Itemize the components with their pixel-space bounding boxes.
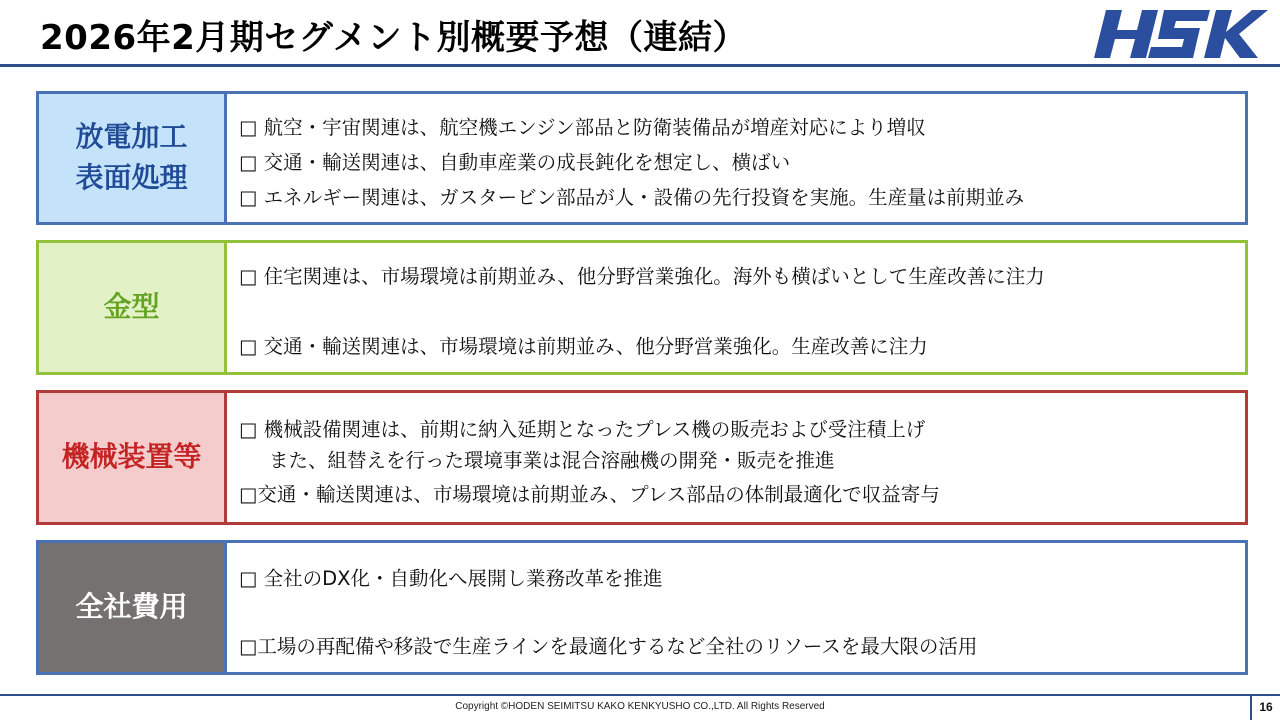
bullet-line: □ 機械設備関連は、前期に納入延期となったプレス機の販売および受注積上げ — [239, 418, 926, 441]
segment-label-line-1: 全社費用 — [75, 590, 188, 624]
segment-label-line-1: 放電加工 — [75, 120, 188, 154]
segment-label — [39, 243, 227, 372]
bullet-line: □交通・輸送関連は、市場環境は前期並み、プレス部品の体制最適化で収益寄与 — [239, 483, 940, 506]
segment-label-line-1: 機械装置等 — [61, 440, 202, 474]
segment-corporate-expenses — [36, 540, 1248, 675]
bullet-line: □ 航空・宇宙関連は、航空機エンジン部品と防衛装備品が増産対応により増収 — [239, 116, 926, 139]
segment-label — [39, 543, 227, 672]
bullet-line: □工場の再配備や移設で生産ラインを最適化するなど全社のリソースを最大限の活用 — [239, 635, 978, 658]
segment-label — [39, 94, 227, 222]
segment-label-line-2: 表面処理 — [75, 161, 188, 194]
bullet-line: □ 交通・輸送関連は、自動車産業の成長鈍化を想定し、横ばい — [239, 151, 791, 174]
segment-edm-surface-treatment — [36, 91, 1248, 225]
bullet-line: □ 住宅関連は、市場環境は前期並み、他分野営業強化。海外も横ばいとして生産改善に注力 — [239, 265, 1045, 288]
segment-machinery — [36, 390, 1248, 525]
company-logo — [1092, 8, 1268, 60]
footer-rule — [0, 694, 1280, 696]
bullet-continuation-line: また、組替えを行った環境事業は混合溶融機の開発・販売を推進 — [269, 449, 835, 472]
segment-body — [227, 543, 1245, 672]
segment-molds — [36, 240, 1248, 375]
copyright-notice: Copyright ©HODEN SEIMITSU KAKO KENKYUSHO CO.,LTD. All Rights Reserved — [455, 701, 825, 712]
bullet-line: □ 全社のDX化・自動化へ展開し業務改革を推進 — [239, 567, 663, 590]
segment-body — [227, 94, 1245, 222]
segment-body — [227, 243, 1245, 372]
segment-body — [227, 393, 1245, 522]
segment-label — [39, 393, 227, 522]
page-number: 16 — [1250, 696, 1280, 720]
segment-label-line-1: 金型 — [103, 290, 160, 324]
bullet-line: □ 交通・輸送関連は、市場環境は前期並み、他分野営業強化。生産改善に注力 — [239, 335, 928, 358]
header-rule — [0, 64, 1280, 67]
bullet-line: □ エネルギー関連は、ガスタービン部品が人・設備の先行投資を実施。生産量は前期並み — [239, 186, 1025, 209]
page-title: 2026年2月期セグメント別概要予想（連結） — [40, 18, 747, 58]
